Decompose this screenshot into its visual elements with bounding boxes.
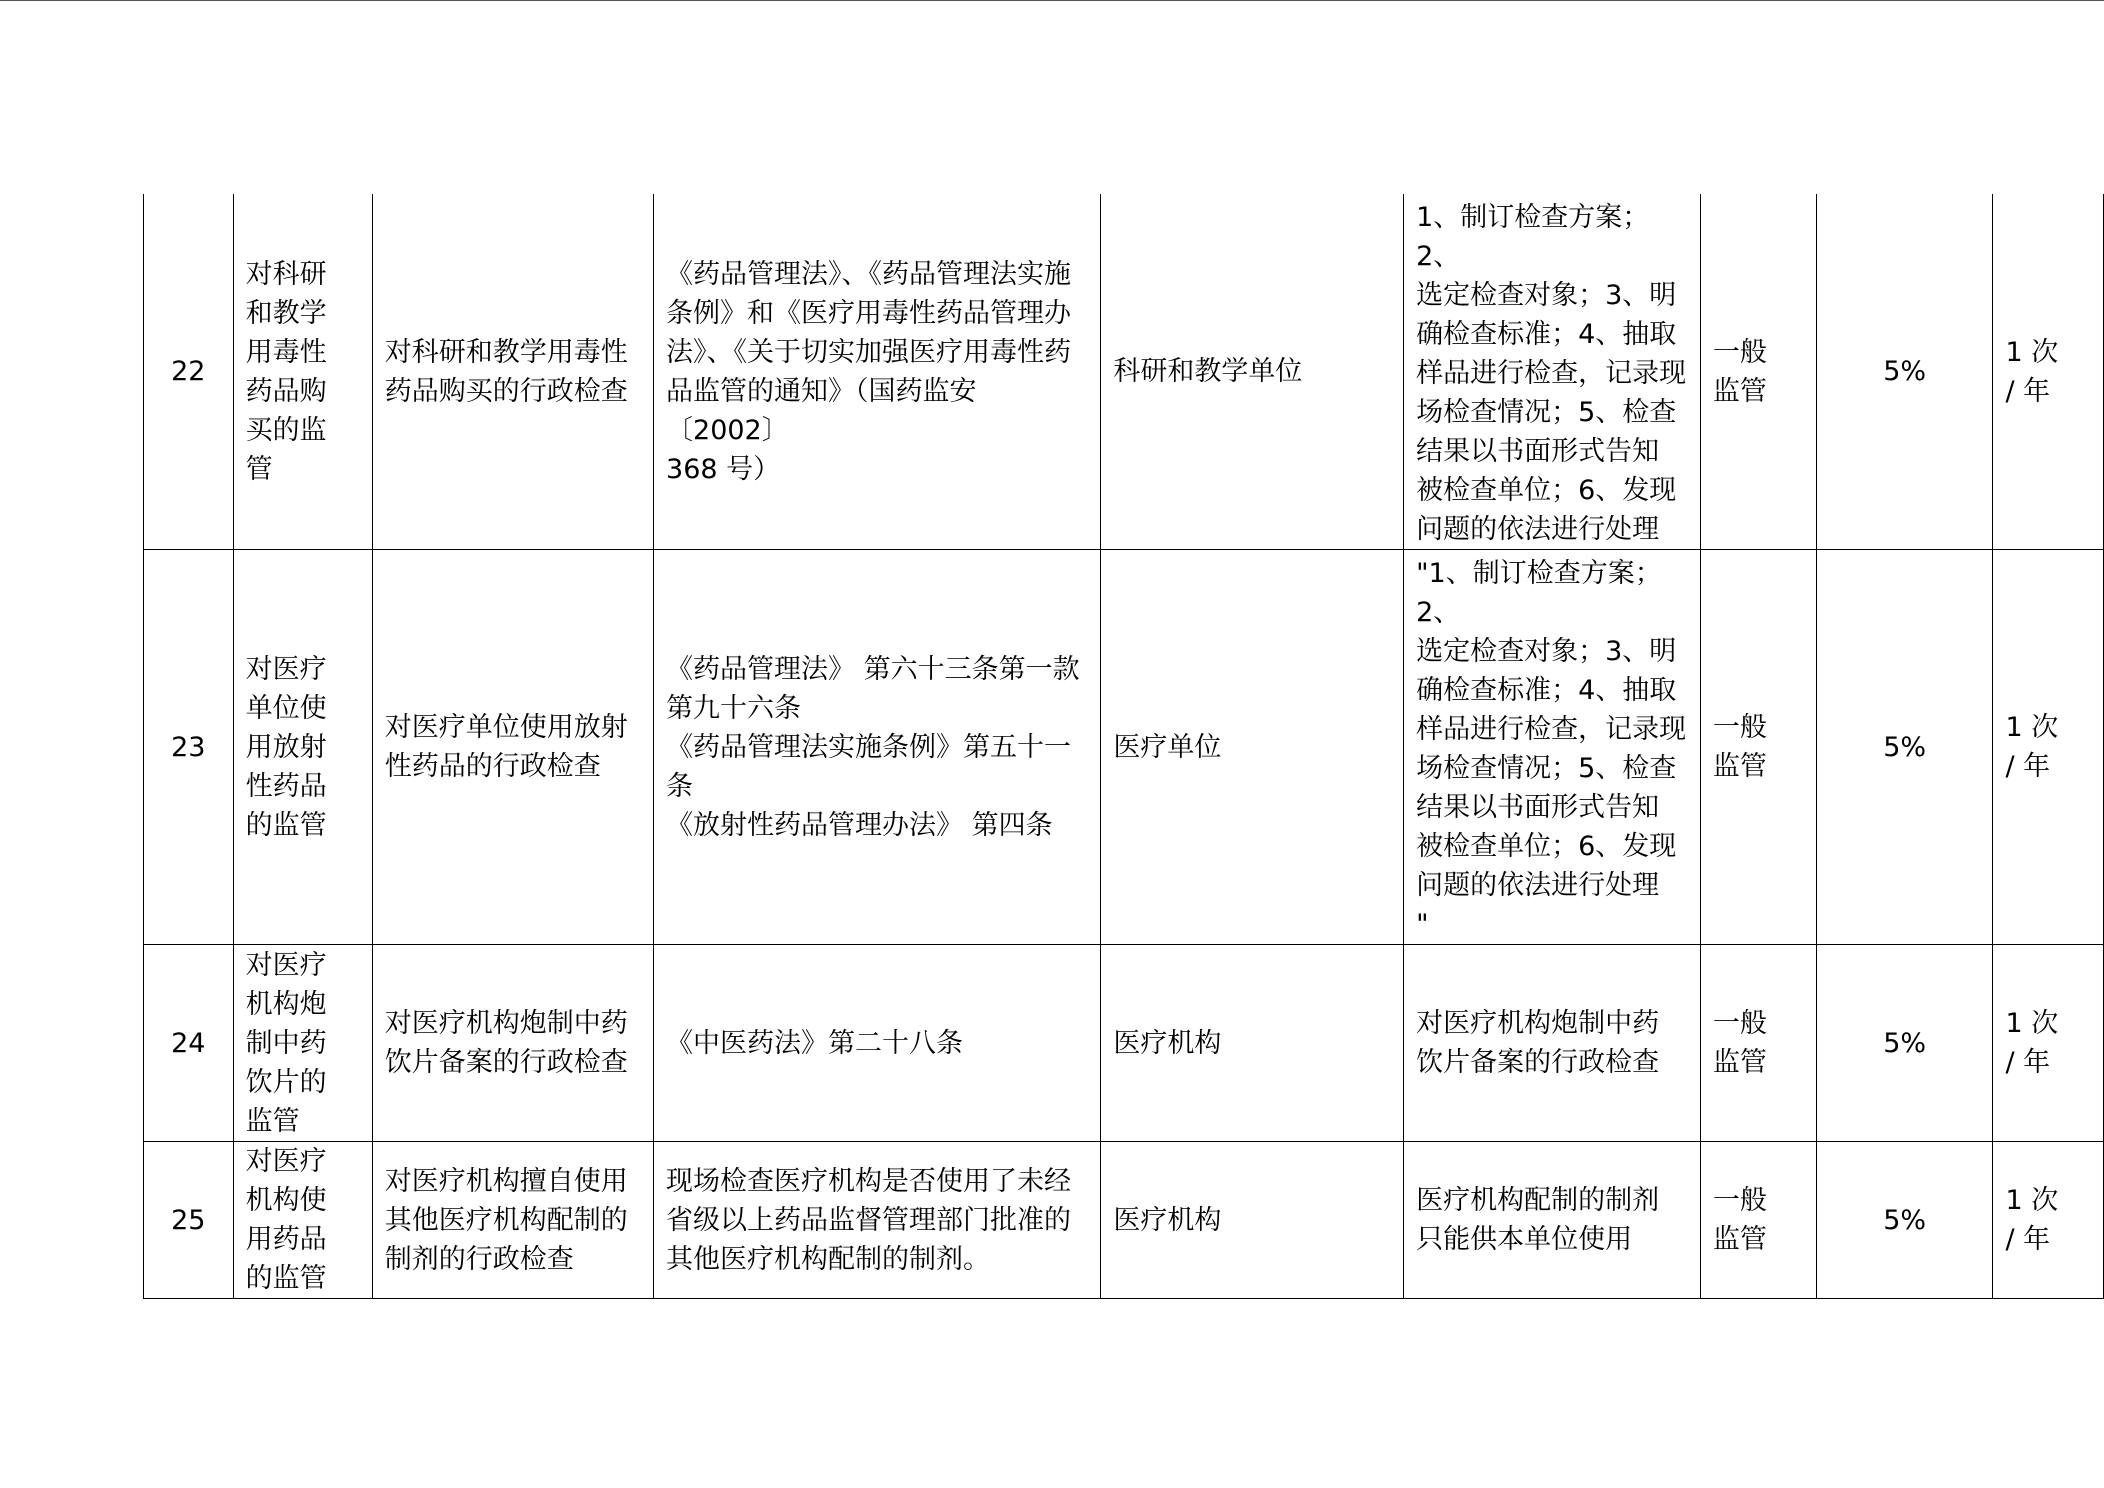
inspection-frequency: 1 次 / 年 xyxy=(1993,550,2104,945)
sampling-rate: 5% xyxy=(1816,550,1993,945)
supervision-type: 一般 监管 xyxy=(1700,945,1816,1142)
inspection-target: 科研和教学单位 xyxy=(1101,194,1404,550)
inspection-table xyxy=(143,194,2104,1299)
inspection-object: 对医疗机构擅自使用 其他医疗机构配制的 制剂的行政检查 xyxy=(372,1142,653,1299)
legal-basis: 《药品管理法》、《药品管理法实施 条例》和《医疗用毒性药品管理办 法》、《关于切实加强医疗用毒性药 品监管的通知》（国药监安〔2002〕 368 号） xyxy=(654,194,1101,550)
inspection-procedure: "1、制订检查方案；2、 选定检查对象；3、明 确检查标准；4、抽取 样品进行检查，记录现 场检查情况；5、检查 结果以书面形式告知 被检查单位；6、发现 问题的依法进行处理 " xyxy=(1404,550,1701,945)
page-top-rule xyxy=(0,0,2104,1)
sampling-rate: 5% xyxy=(1816,194,1993,550)
inspection-procedure: 对医疗机构炮制中药 饮片备案的行政检查 xyxy=(1404,945,1701,1142)
row-number: 25 xyxy=(144,1142,234,1299)
supervision-type: 一般 监管 xyxy=(1700,1142,1816,1299)
table-row xyxy=(144,194,2104,550)
inspection-frequency: 1 次 / 年 xyxy=(1993,194,2104,550)
sampling-rate: 5% xyxy=(1816,1142,1993,1299)
table-row xyxy=(144,550,2104,945)
inspection-object: 对医疗单位使用放射 性药品的行政检查 xyxy=(372,550,653,945)
legal-basis: 《药品管理法》 第六十三条第一款 第九十六条 《药品管理法实施条例》第五十一条 《放射性药品管理办法》 第四条 xyxy=(654,550,1101,945)
table-row xyxy=(144,1142,2104,1299)
inspection-procedure: 1、制订检查方案；2、 选定检查对象；3、明 确检查标准；4、抽取 样品进行检查，记录现 场检查情况；5、检查 结果以书面形式告知 被检查单位；6、发现 问题的依法进行处理 xyxy=(1404,194,1701,550)
inspection-target: 医疗单位 xyxy=(1101,550,1404,945)
inspection-frequency: 1 次 / 年 xyxy=(1993,1142,2104,1299)
supervision-item-name: 对医疗 单位使 用放射 性药品 的监管 xyxy=(233,550,372,945)
supervision-type: 一般 监管 xyxy=(1700,550,1816,945)
sampling-rate: 5% xyxy=(1816,945,1993,1142)
legal-basis: 现场检查医疗机构是否使用了未经 省级以上药品监督管理部门批准的 其他医疗机构配制的制剂。 xyxy=(654,1142,1101,1299)
inspection-procedure: 医疗机构配制的制剂 只能供本单位使用 xyxy=(1404,1142,1701,1299)
table-row xyxy=(144,945,2104,1142)
inspection-target: 医疗机构 xyxy=(1101,945,1404,1142)
row-number: 22 xyxy=(144,194,234,550)
inspection-object: 对医疗机构炮制中药 饮片备案的行政检查 xyxy=(372,945,653,1142)
inspection-frequency: 1 次 / 年 xyxy=(1993,945,2104,1142)
row-number: 24 xyxy=(144,945,234,1142)
inspection-object: 对科研和教学用毒性 药品购买的行政检查 xyxy=(372,194,653,550)
inspection-target: 医疗机构 xyxy=(1101,1142,1404,1299)
row-number: 23 xyxy=(144,550,234,945)
legal-basis: 《中医药法》第二十八条 xyxy=(654,945,1101,1142)
supervision-type: 一般 监管 xyxy=(1700,194,1816,550)
supervision-item-name: 对医疗 机构使 用药品 的监管 xyxy=(233,1142,372,1299)
supervision-item-name: 对科研 和教学 用毒性 药品购 买的监 管 xyxy=(233,194,372,550)
supervision-item-name: 对医疗 机构炮 制中药 饮片的 监管 xyxy=(233,945,372,1142)
